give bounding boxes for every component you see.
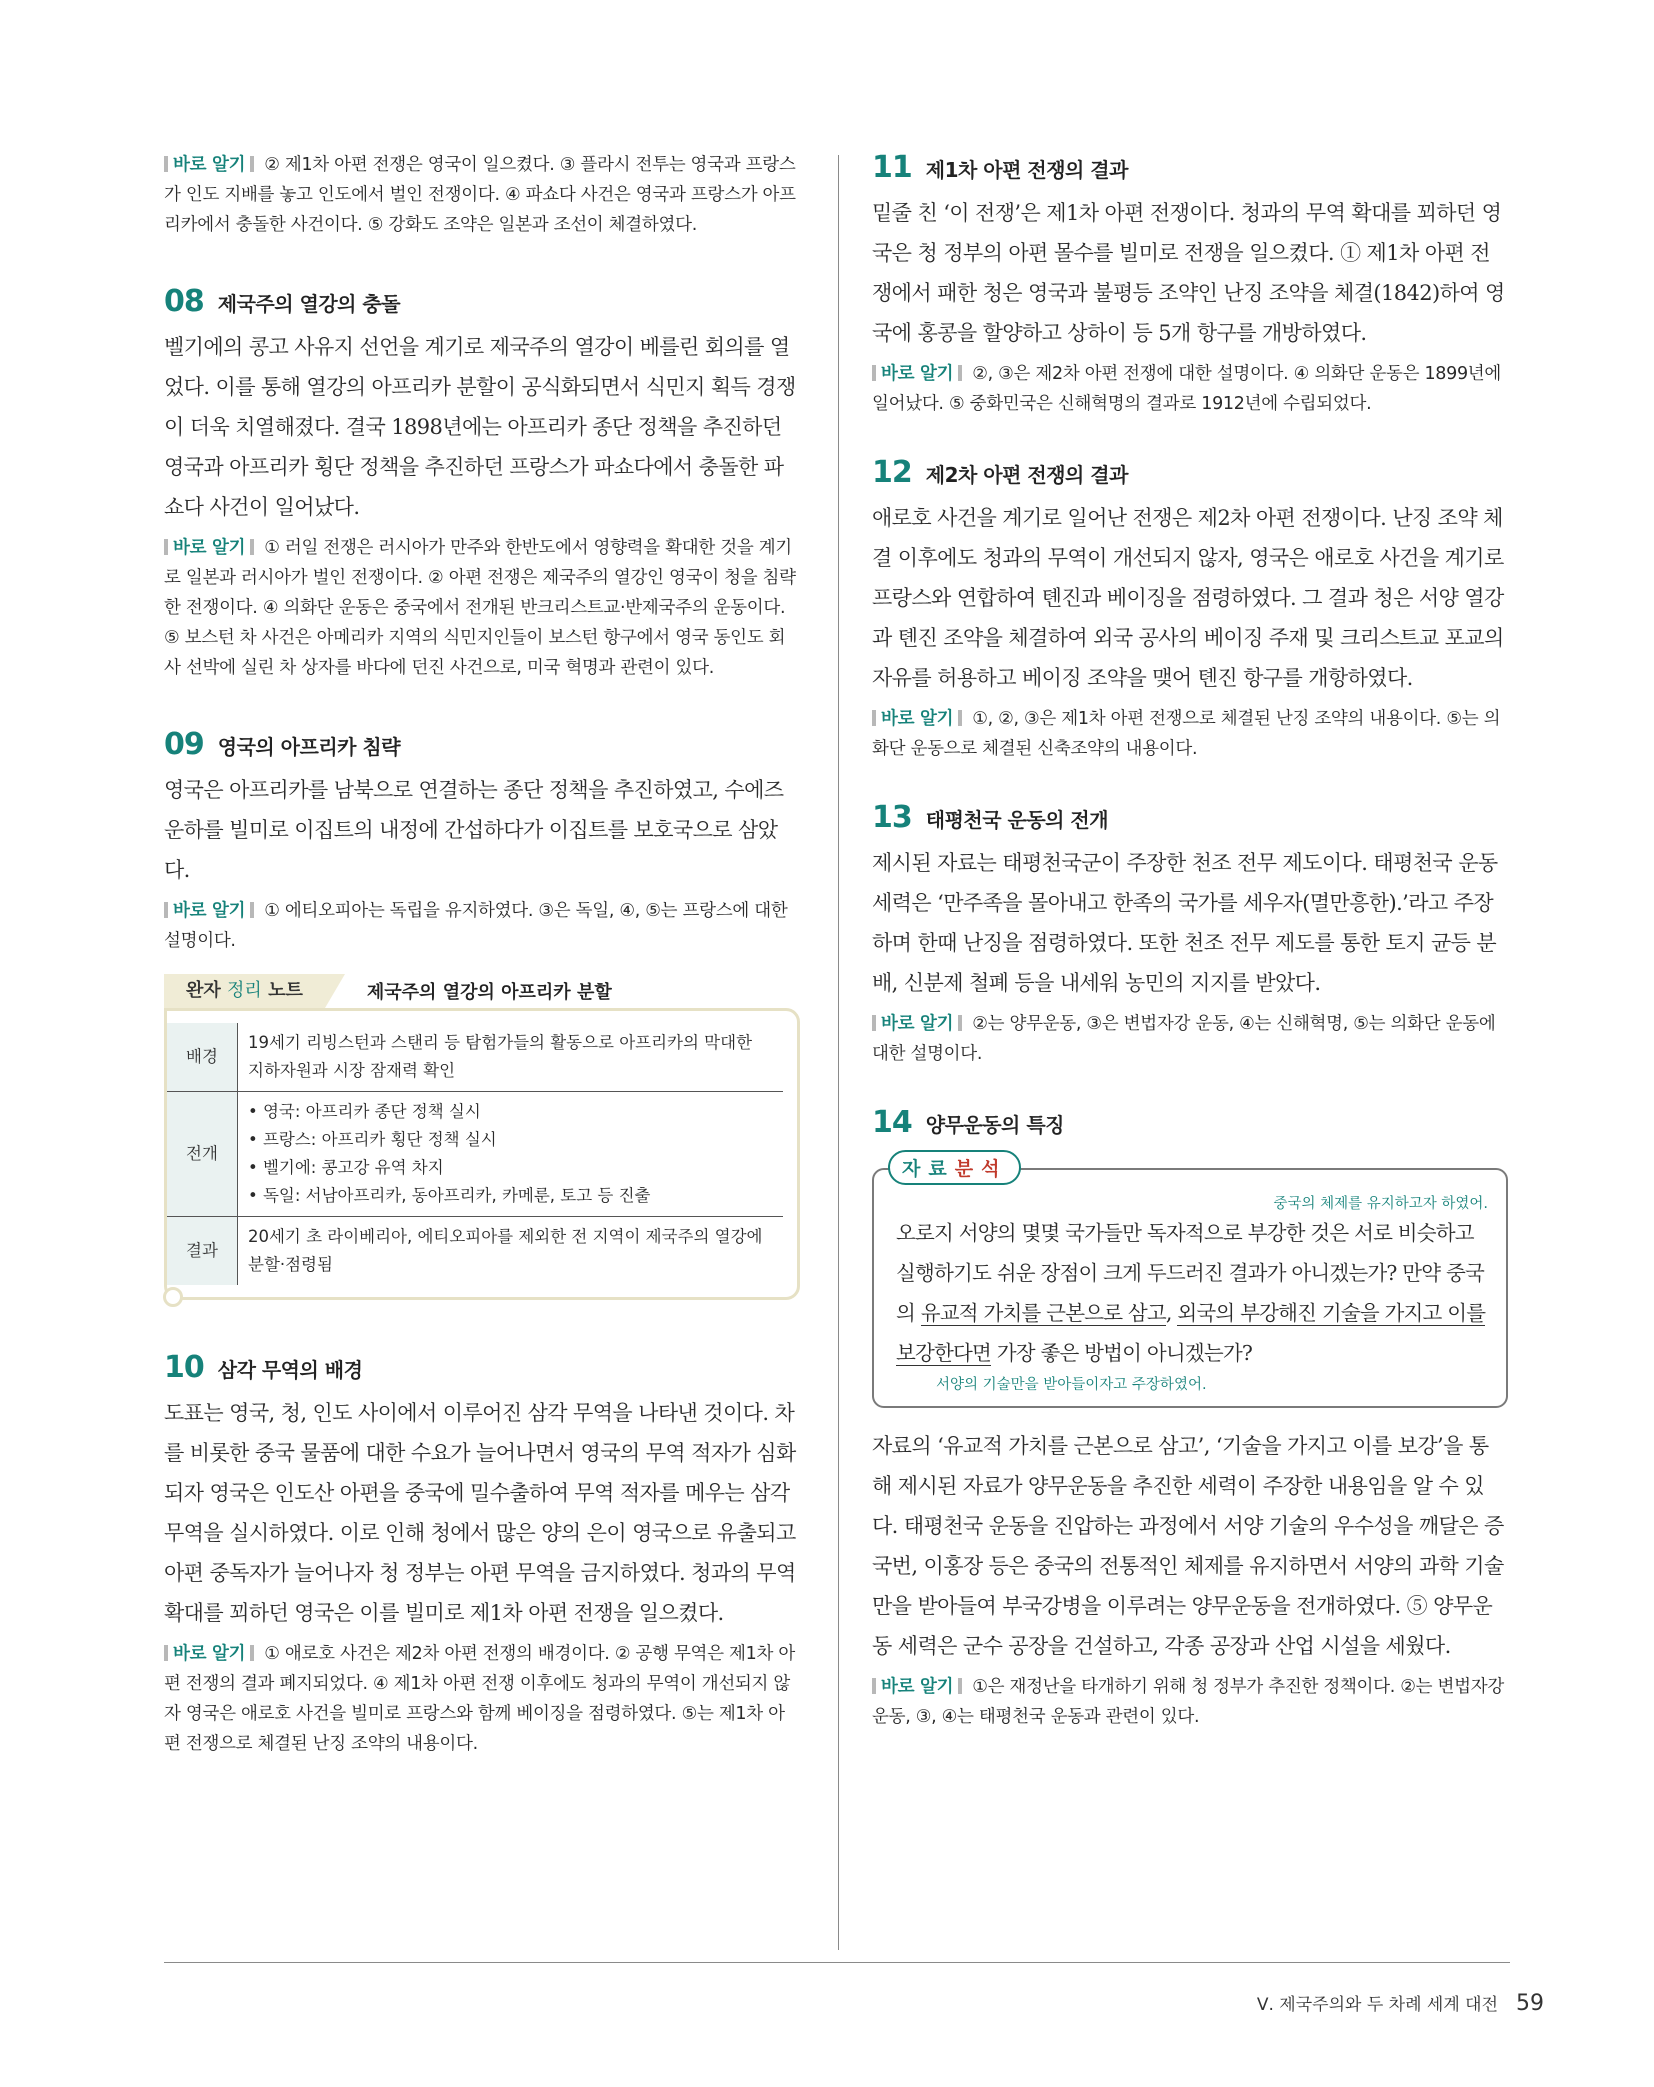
row-key: 결과	[167, 1217, 238, 1286]
answer-tag: 바로 알기	[164, 896, 254, 926]
answer-tag: 바로 알기	[164, 533, 254, 563]
section-body: 애로호 사건을 계기로 일어난 전쟁은 제2차 아편 전쟁이다. 난징 조약 체결 이후에도 청과의 무역이 개선되지 않자, 영국은 애로호 사건을 계기로 프랑스와 연합하여 톈진과 베이징을 점령하였다. 그 결과 청은 서양 열강과 톈진 조약을 체결하여 외국 공사의 베이징 주재 및 크리스트교 포교의 자유를 허용하고 베이징 조약을 맺어 톈진 항구를 개항하였다.	[872, 506, 1504, 690]
table-row	[167, 1092, 783, 1217]
table-row	[167, 1217, 783, 1286]
section-number: 14	[872, 1105, 912, 1140]
footer-rule	[164, 1962, 1510, 1963]
answer-note: 바로 알기 ① 에티오피아는 독립을 유지하였다. ③은 독일, ④, ⑤는 프랑스에 대한 설명이다.	[164, 896, 800, 956]
page-number: 59	[1516, 1991, 1544, 2016]
row-value: 19세기 리빙스턴과 스탠리 등 탐험가들의 활동으로 아프리카의 막대한 지하자원과 시장 잠재력 확인	[238, 1023, 784, 1092]
chapter-title: Ⅴ. 제국주의와 두 차례 세계 대전	[1256, 1995, 1498, 2015]
row-key: 전개	[167, 1092, 238, 1217]
summary-table	[167, 1023, 783, 1285]
right-column	[872, 150, 1508, 1732]
section-09	[164, 727, 800, 1300]
section-body: 제시된 자료는 태평천국군이 주장한 천조 전무 제도이다. 태평천국 운동 세력은 ‘만주족을 몰아내고 한족의 국가를 세우자(멸만흥한).’라고 주장하며 한때 난징을 점령하였다. 또한 천조 전무 제도를 통한 토지 균등 분배, 신분제 철폐 등을 내세워 농민의 지지를 받았다.	[872, 851, 1498, 995]
section-number: 12	[872, 455, 912, 490]
answer-note: 바로 알기 ①은 재정난을 타개하기 위해 청 정부가 추진한 정책이다. ②는 변법자강 운동, ③, ④는 태평천국 운동과 관련이 있다.	[872, 1672, 1508, 1732]
section-title: 삼각 무역의 배경	[217, 1358, 363, 1382]
section-14	[872, 1105, 1508, 1732]
row-value	[238, 1092, 784, 1217]
answer-tag: 바로 알기	[164, 150, 254, 180]
summary-note	[164, 974, 800, 1300]
table-row	[167, 1023, 783, 1092]
section-title: 양무운동의 특징	[925, 1113, 1064, 1137]
answer-tag: 바로 알기	[872, 1009, 962, 1039]
list-item: • 독일: 서남아프리카, 동아프리카, 카메룬, 토고 등 진출	[248, 1182, 773, 1210]
answer-note: 바로 알기 ① 애로호 사건은 제2차 아편 전쟁의 배경이다. ② 공행 무역은 제1차 아편 전쟁의 결과 폐지되었다. ④ 제1차 아편 전쟁 이후에도 청과의 무역이 개선되지 않자 영국은 애로호 사건을 빌미로 프랑스와 함께 베이징을 점령하였다. ⑤는 제1차 아편 전쟁으로 체결된 난징 조약의 내용이다.	[164, 1639, 800, 1759]
list-item: • 프랑스: 아프리카 횡단 정책 실시	[248, 1126, 773, 1154]
annotation-bottom: 서양의 기술만을 받아들이자고 주장하였어.	[936, 1377, 1207, 1393]
answer-note: 바로 알기 ②, ③은 제2차 아편 전쟁에 대한 설명이다. ④ 의화단 운동은 1899년에 일어났다. ⑤ 중화민국은 신해혁명의 결과로 1912년에 수립되었다.	[872, 359, 1508, 419]
left-column	[164, 150, 800, 1759]
section-body: 밑줄 친 ‘이 전쟁’은 제1차 아편 전쟁이다. 청과의 무역 확대를 꾀하던 영국은 청 정부의 아편 몰수를 빌미로 전쟁을 일으켰다. ① 제1차 아편 전쟁에서 패한 청은 영국과 불평등 조약인 난징 조약을 체결(1842)하여 영국에 홍콩을 할양하고 상하이 등 5개 항구를 개방하였다.	[872, 201, 1505, 345]
answer-note: 바로 알기 ②는 양무운동, ③은 변법자강 운동, ④는 신해혁명, ⑤는 의화단 운동에 대한 설명이다.	[872, 1009, 1508, 1069]
row-key: 배경	[167, 1023, 238, 1092]
annotation-top: 중국의 체제를 유지하고자 하였어.	[1273, 1196, 1488, 1212]
data-analysis-box	[872, 1150, 1508, 1408]
answer-note: 바로 알기 ① 러일 전쟁은 러시아가 만주와 한반도에서 영향력을 확대한 것을 계기로 일본과 러시아가 벌인 전쟁이다. ② 아편 전쟁은 제국주의 열강인 영국이 청을 침략한 전쟁이다. ④ 의화단 운동은 중국에서 전개된 반크리스트교·반제국주의 운동이다. ⑤ 보스턴 차 사건은 아메리카 지역의 식민지인들이 보스턴 항구에서 영국 동인도 회사 선박에 실린 차 상자를 바다에 던진 사건으로, 미국 혁명과 관련이 있다.	[164, 533, 800, 683]
answer-07: 바로 알기 ② 제1차 아편 전쟁은 영국이 일으켰다. ③ 플라시 전투는 영국과 프랑스가 인도 지배를 놓고 인도에서 벌인 전쟁이다. ④ 파쇼다 사건은 영국과 프랑스가 아프리카에서 충돌한 사건이다. ⑤ 강화도 조약은 일본과 조선이 체결하였다.	[164, 150, 800, 240]
section-title: 제1차 아편 전쟁의 결과	[925, 158, 1128, 182]
section-number: 08	[164, 284, 204, 319]
column-divider	[838, 155, 839, 1950]
list-item: • 영국: 아프리카 종단 정책 실시	[248, 1098, 773, 1126]
section-title: 영국의 아프리카 침략	[217, 735, 401, 759]
section-number: 09	[164, 727, 204, 762]
row-value: 20세기 초 라이베리아, 에티오피아를 제외한 전 지역이 제국주의 열강에 분할·점령됨	[248, 1227, 763, 1274]
answer-tag: 바로 알기	[872, 1672, 962, 1702]
answer-tag: 바로 알기	[872, 704, 962, 734]
section-11	[872, 150, 1508, 419]
data-analysis-label: 자료분석	[888, 1150, 1021, 1185]
section-title: 태평천국 운동의 전개	[925, 808, 1109, 832]
list-item: • 벨기에: 콩고강 유역 차지	[248, 1154, 773, 1182]
section-body: 자료의 ‘유교적 가치를 근본으로 삼고’, ‘기술을 가지고 이를 보강’을 통해 제시된 자료가 양무운동을 추진한 세력이 주장한 내용임을 알 수 있다. 태평천국 운동을 진압하는 과정에서 서양 기술의 우수성을 깨달은 증국번, 이홍장 등은 중국의 전통적인 체제를 유지하면서 서양의 과학 기술만을 받아들여 부국강병을 이루려는 양무운동을 전개하였다. ⑤ 양무운동 세력은 군수 공장을 건설하고, 각종 공장과 산업 시설을 세웠다.	[872, 1434, 1504, 1658]
section-body: 벨기에의 콩고 사유지 선언을 계기로 제국주의 열강이 베를린 회의를 열었다. 이를 통해 열강의 아프리카 분할이 공식화되면서 식민지 획득 경쟁이 더욱 치열해졌다. 결국 1898년에는 아프리카 종단 정책을 추진하던 영국과 아프리카 횡단 정책을 추진하던 프랑스가 파쇼다에서 충돌한 파쇼다 사건이 일어났다.	[164, 335, 796, 519]
quote-text: 오로지 서양의 몇몇 국가들만 독자적으로 부강한 것은 서로 비슷하고 실행하기도 쉬운 장점이 크게 두드러진 결과가 아니겠는가? 만약 중국의 유교적 가치를 근본으로 삼고, 외국의 부강해진 기술을 가지고 이를 보강한다면 가장 좋은 방법이 아니겠는가?	[896, 1221, 1486, 1365]
section-title: 제국주의 열강의 충돌	[217, 292, 401, 316]
answer-note: 바로 알기 ①, ②, ③은 제1차 아편 전쟁으로 체결된 난징 조약의 내용이다. ⑤는 의화단 운동으로 체결된 신축조약의 내용이다.	[872, 704, 1508, 764]
section-body: 도표는 영국, 청, 인도 사이에서 이루어진 삼각 무역을 나타낸 것이다. 차를 비롯한 중국 물품에 대한 수요가 늘어나면서 영국의 무역 적자가 심화되자 영국은 인도산 아편을 중국에 밀수출하여 무역 적자를 메우는 삼각 무역을 실시하였다. 이로 인해 청에서 많은 양의 은이 영국으로 유출되고 아편 중독자가 늘어나자 청 정부는 아편 무역을 금지하였다. 청과의 무역 확대를 꾀하던 영국은 이를 빌미로 제1차 아편 전쟁을 일으켰다.	[164, 1401, 796, 1625]
section-number: 11	[872, 150, 912, 185]
section-12	[872, 455, 1508, 764]
section-body: 영국은 아프리카를 남북으로 연결하는 종단 정책을 추진하였고, 수에즈 운하를 빌미로 이집트의 내정에 간섭하다가 이집트를 보호국으로 삼았다.	[164, 778, 784, 882]
section-title: 제2차 아편 전쟁의 결과	[925, 463, 1128, 487]
summary-tab-label: 완자 정리 노트	[164, 974, 325, 1008]
section-10	[164, 1350, 800, 1759]
page-footer	[1257, 1990, 1544, 2016]
section-number: 10	[164, 1350, 204, 1385]
section-number: 13	[872, 800, 912, 835]
answer-tag: 바로 알기	[164, 1639, 254, 1669]
summary-title: 제국주의 열강의 아프리카 분할	[366, 982, 612, 1003]
section-13	[872, 800, 1508, 1069]
answer-tag: 바로 알기	[872, 359, 962, 389]
section-08	[164, 284, 800, 683]
